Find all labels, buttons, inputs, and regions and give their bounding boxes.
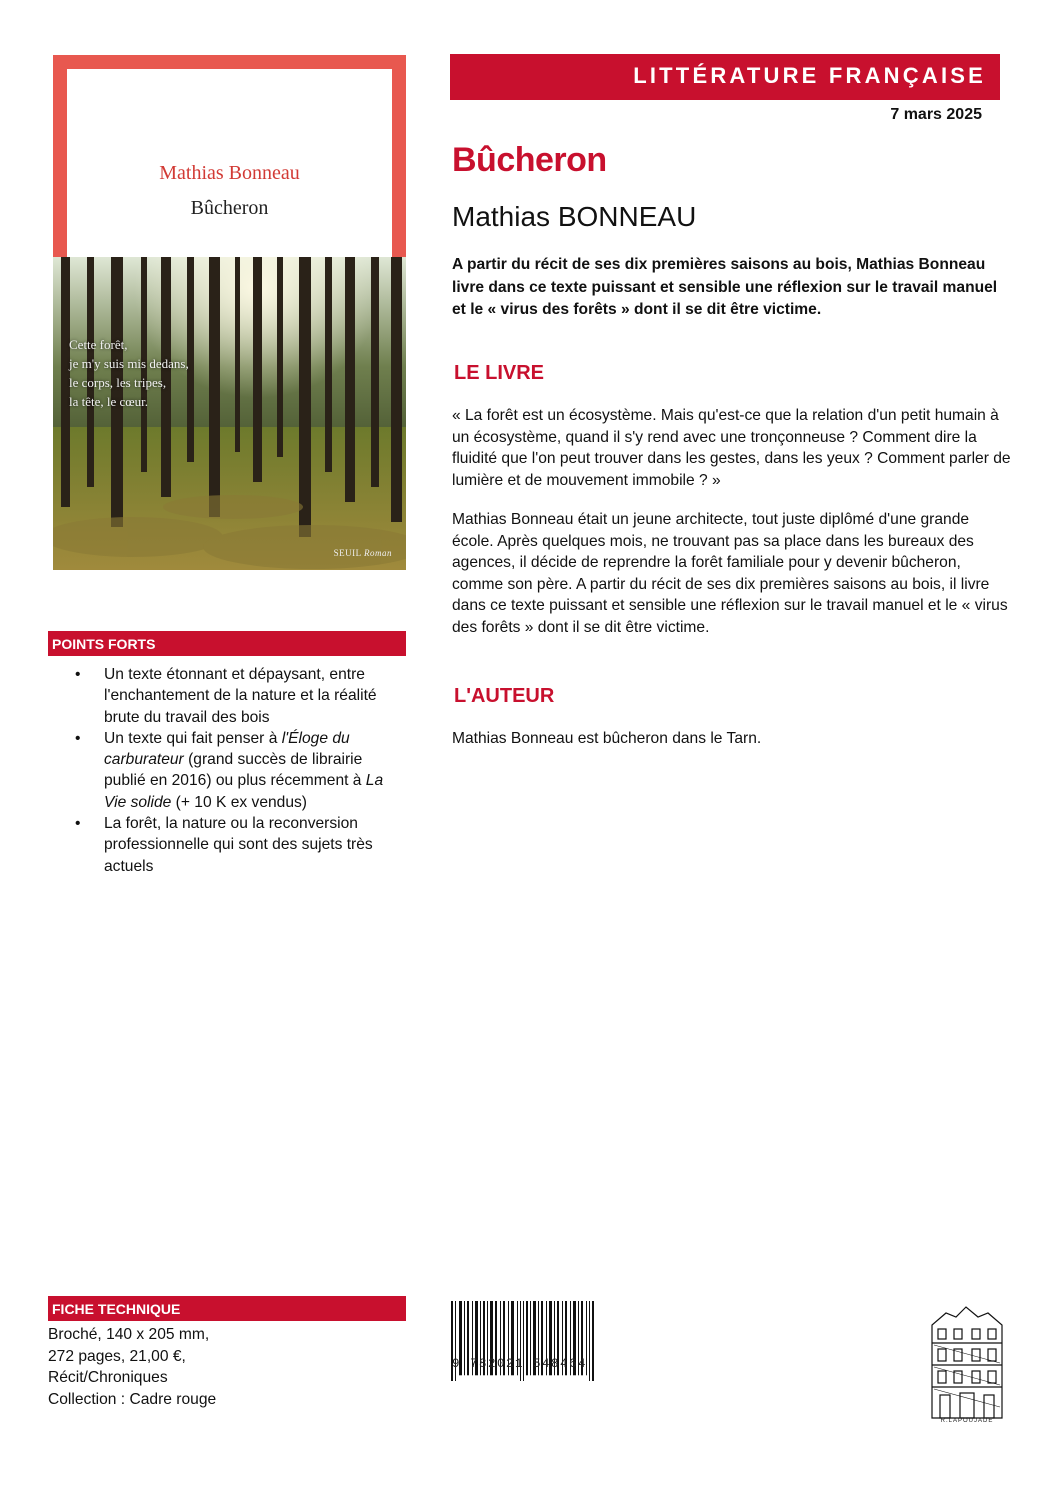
points-forts-list: [48, 664, 406, 877]
spec-line: 272 pages, 21,00 €,: [48, 1347, 186, 1365]
cover-quote-line: le corps, les tripes,: [69, 375, 167, 390]
publisher-logo-caption: R.LAPOUJADE: [940, 1418, 994, 1424]
list-item: [48, 664, 406, 728]
list-item-text: Un texte étonnant et dépaysant, entre l'enchantement de la nature et la réalité brute du travail des bois: [104, 666, 377, 726]
category-banner: [450, 54, 1000, 100]
cover-quote-line: la tête, le cœur.: [69, 394, 149, 409]
forest-photo: [53, 257, 406, 570]
category-label: LITTÉRATURE FRANÇAISE: [633, 63, 986, 88]
spec-line: Collection : Cadre rouge: [48, 1390, 217, 1408]
release-date: 7 mars 2025: [890, 106, 982, 123]
spec-line: Récit/Chroniques: [48, 1369, 168, 1386]
bullet: •: [75, 815, 81, 833]
cover-genre: Roman: [364, 548, 392, 558]
bullet: •: [75, 729, 81, 747]
section-heading-auteur: L'AUTEUR: [454, 685, 555, 707]
list-item: [48, 813, 406, 877]
fiche-technique-details: [48, 1324, 216, 1410]
book-title: Bûcheron: [452, 141, 607, 179]
bullet: •: [75, 666, 81, 683]
author-name: Mathias BONNEAU: [452, 201, 697, 232]
list-item-text: La forêt, la nature ou la reconversion professionnelle qui sont des sujets très actuels: [104, 815, 373, 875]
cover-title: Bûcheron: [190, 197, 269, 219]
book-reference: La Vie solide: [104, 772, 384, 811]
points-forts-heading: POINTS FORTS: [48, 631, 406, 656]
fiche-technique-heading: FICHE TECHNIQUE: [48, 1296, 406, 1321]
book-description: Mathias Bonneau était un jeune architecte, tout juste diplômé d'une grande école. Après quelques mois, ne trouvant pas sa place dans les bureaux des agences, il décide de reprendre la forêt familiale pour y devenir bûcheron, comme son père. A partir du récit de ses dix premières saisons au bois, il livre dans ce texte puissant et sensible une réflexion sur le travail manuel et le « virus des forêts » dont il se dit être victime.: [452, 511, 1008, 636]
cover-quote: [69, 335, 189, 411]
summary: A partir du récit de ses dix premières saisons au bois, Mathias Bonneau livre dans ce texte puissant et sensible une réflexion sur le travail manuel et le « virus des forêts » dont il se dit être victime.: [452, 256, 998, 318]
list-item-text: (grand succès de librairie publié en 2016) ou plus récemment à: [104, 751, 366, 790]
cover-quote-line: je m'y suis mis dedans,: [69, 356, 189, 371]
book-quote: « La forêt est un écosystème. Mais qu'est-ce que la relation d'un petit humain à un écosystème, quand il s'y rend avec une tronçonneuse ? Comment dire la fluidité que l'on peut trouver dans les gestes, dans les yeux ? Comment parler de lumière et de mouvement immobile ? »: [452, 407, 1011, 489]
section-heading-le-livre: LE LIVRE: [454, 362, 545, 384]
cover-author: Mathias Bonneau: [159, 162, 300, 184]
list-item-text: (+ 10 K ex vendus): [171, 793, 307, 811]
cover-publisher-name: SEUIL: [333, 548, 362, 558]
book-reference: l'Éloge du carburateur: [104, 729, 350, 769]
spec-line: Broché, 140 x 205 mm,: [48, 1326, 210, 1343]
cover-quote-line: Cette forêt,: [69, 337, 128, 352]
publisher-logo: [926, 1300, 1008, 1426]
cover-publisher: [334, 548, 392, 558]
cover-title-block: [67, 69, 392, 257]
book-cover: [53, 55, 406, 570]
barcode-number: 9 782021 548464: [452, 1357, 588, 1371]
list-item-text: Un texte qui fait penser à: [104, 729, 282, 747]
list-item: [48, 728, 406, 813]
author-bio: Mathias Bonneau est bûcheron dans le Tarn.: [452, 730, 762, 747]
